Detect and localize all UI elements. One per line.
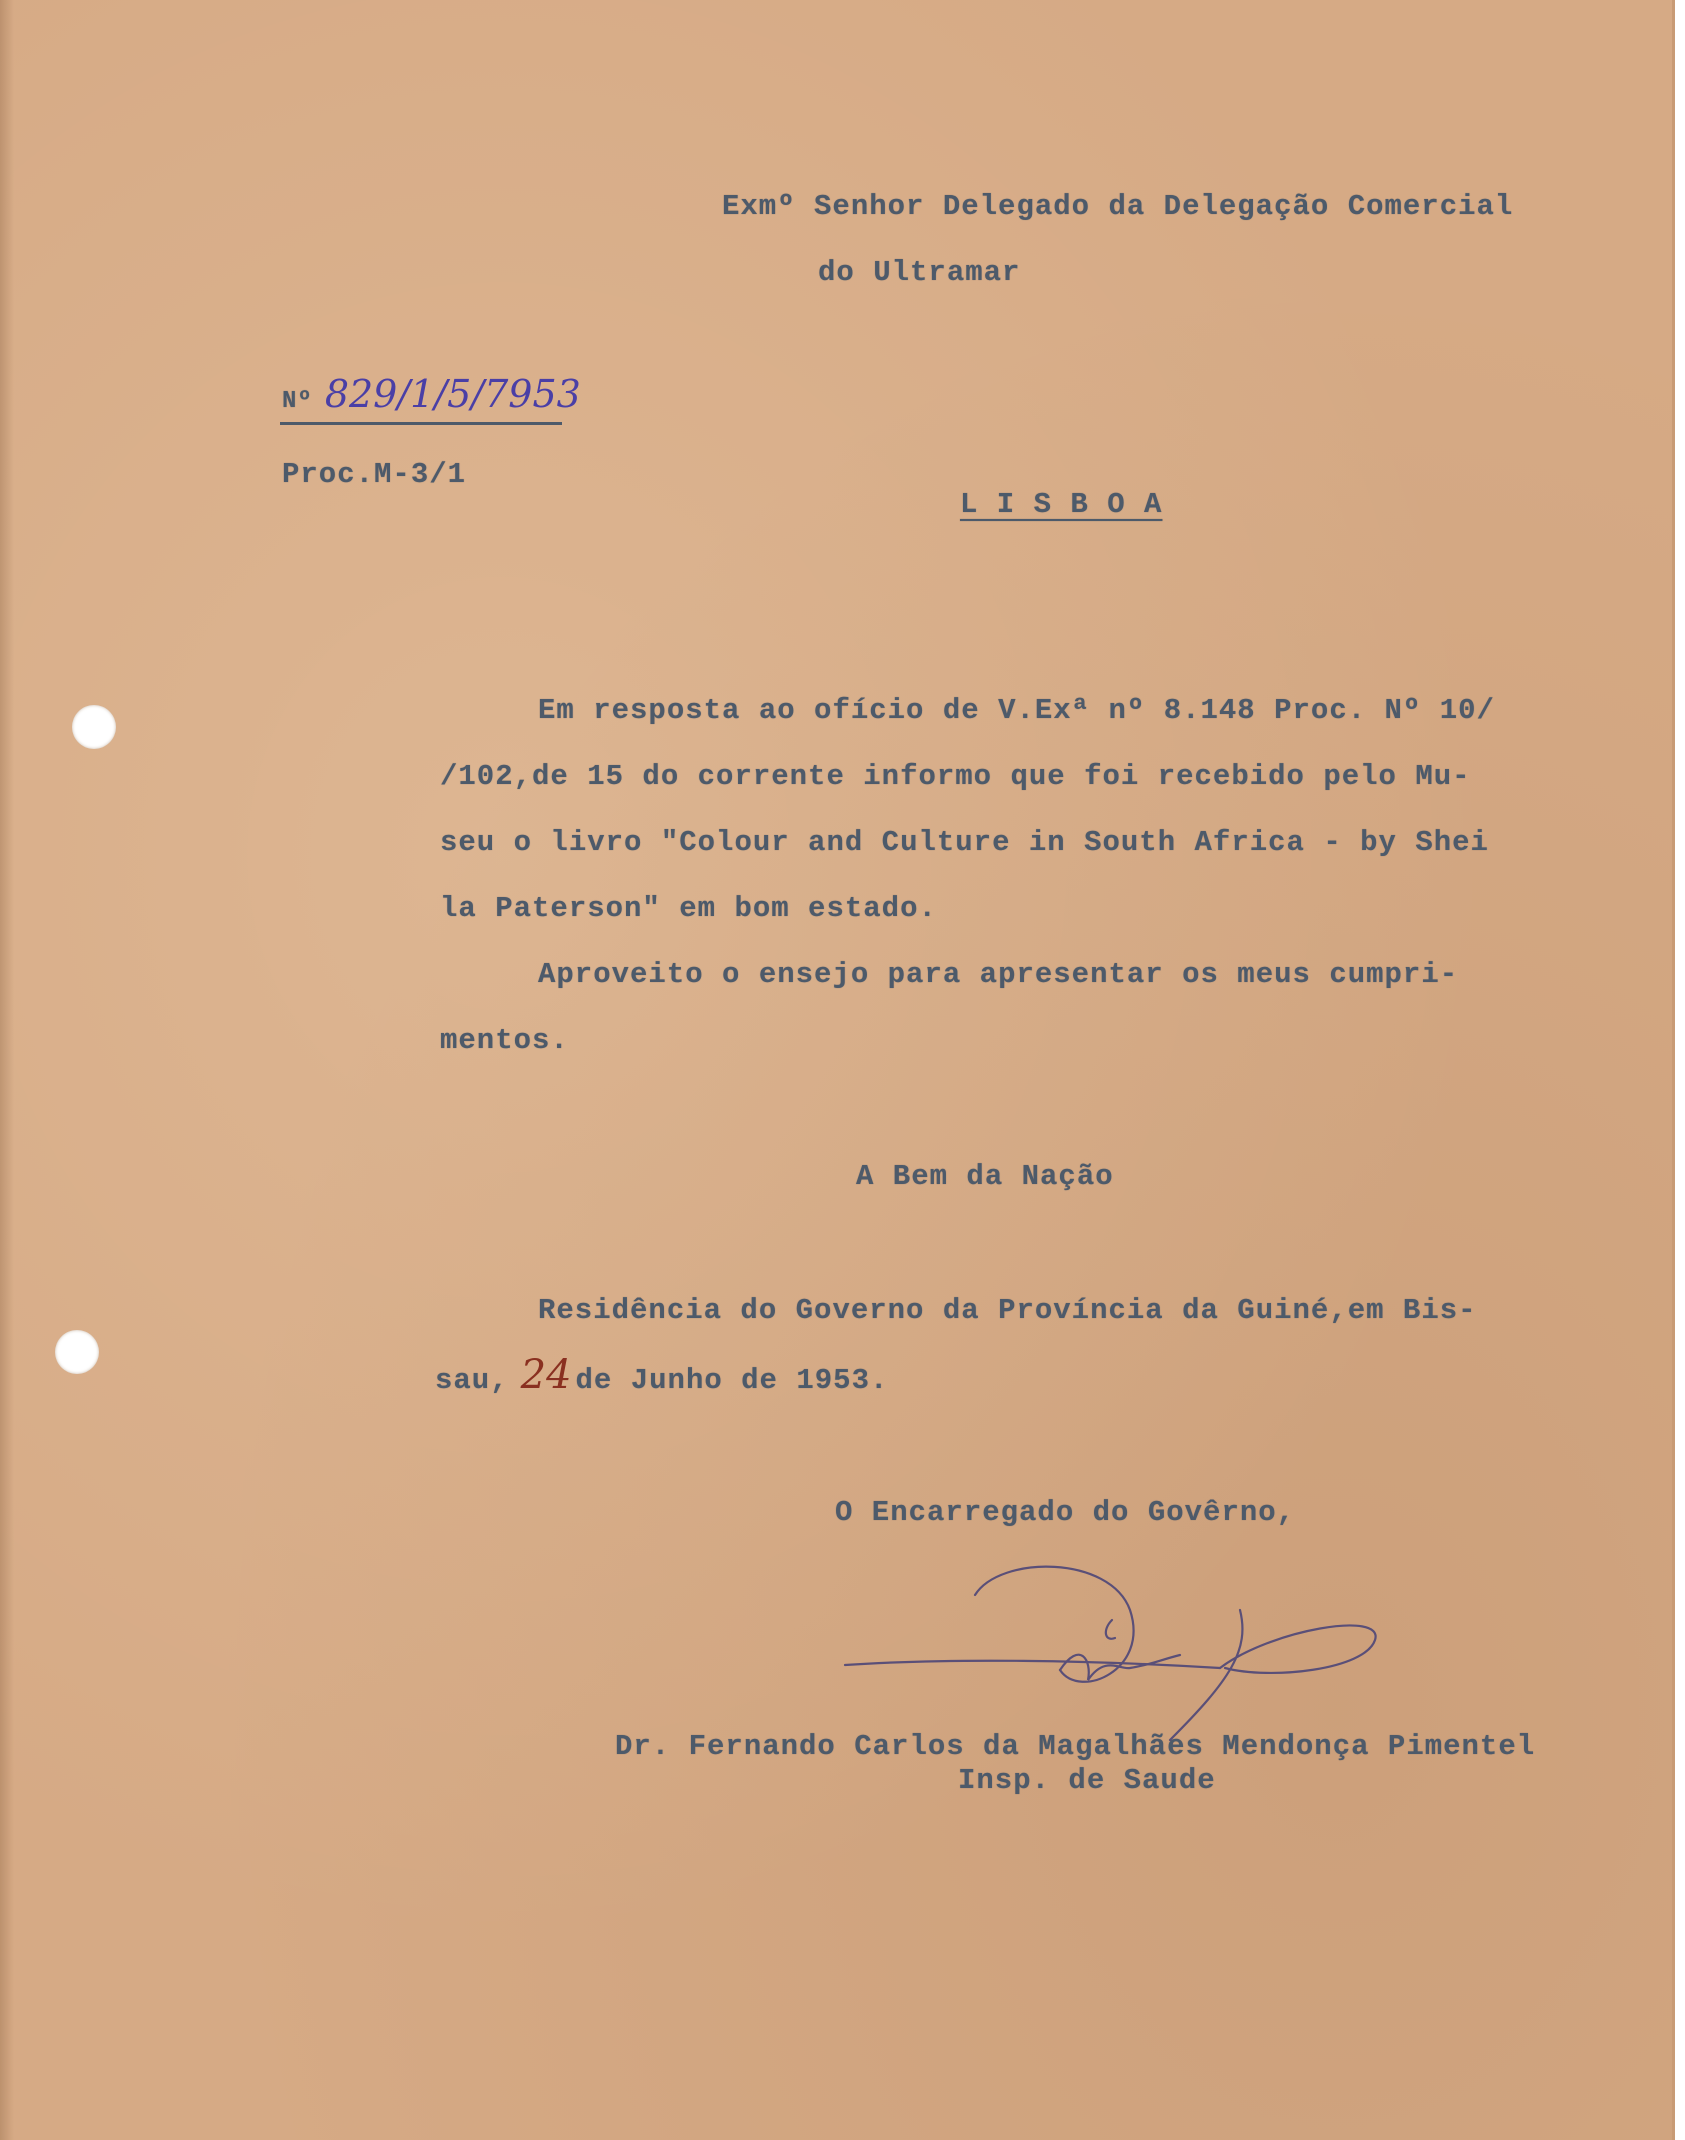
- date-day-handwritten: 24: [520, 1352, 572, 1398]
- punch-hole-bottom: [55, 1330, 99, 1374]
- destination-city: L I S B O A: [960, 488, 1163, 521]
- closing-salutation: A Bem da Nação: [856, 1160, 1114, 1193]
- place-date-month-year: de Junho de 1953.: [575, 1364, 889, 1397]
- body-paragraph-1-line-3: seu o livro "Colour and Culture in South Africa - by Shei: [440, 826, 1489, 859]
- place-date-line-1: Residência do Governo da Província da Guiné,em Bis-: [538, 1294, 1477, 1327]
- body-paragraph-1-line-4: la Paterson" em bom estado.: [440, 892, 937, 925]
- body-paragraph-2-line-1: Aproveito o ensejo para apresentar os meus cumpri-: [538, 958, 1459, 991]
- signatory-position: Insp. de Saude: [958, 1764, 1216, 1797]
- page-edge-shadow: [0, 0, 14, 2140]
- punch-hole-top: [72, 705, 116, 749]
- signature: [830, 1550, 1390, 1750]
- body-paragraph-2-line-2: mentos.: [440, 1024, 569, 1057]
- place-date-line-2: [435, 1352, 888, 1398]
- process-reference: Proc.M-3/1: [282, 458, 467, 491]
- addressee-line-2: do Ultramar: [818, 256, 1021, 289]
- body-paragraph-1-line-1: Em resposta ao ofício de V.Exª nº 8.148 Proc. Nº 10/: [538, 694, 1495, 727]
- reference-number-prefix: Nº: [282, 388, 313, 415]
- reference-number: [282, 372, 581, 416]
- body-paragraph-1-line-2: /102,de 15 do corrente informo que foi recebido pelo Mu-: [440, 760, 1471, 793]
- signatory-name: Dr. Fernando Carlos da Magalhães Mendonça Pimentel: [615, 1730, 1536, 1763]
- addressee-line-1: Exmº Senhor Delegado da Delegação Comercial: [722, 190, 1514, 223]
- signatory-title: O Encarregado do Govêrno,: [835, 1496, 1296, 1529]
- reference-underline: [280, 422, 562, 425]
- reference-number-handwritten: 829/1/5/7953: [324, 372, 581, 416]
- place-date-city-end: sau,: [435, 1364, 509, 1397]
